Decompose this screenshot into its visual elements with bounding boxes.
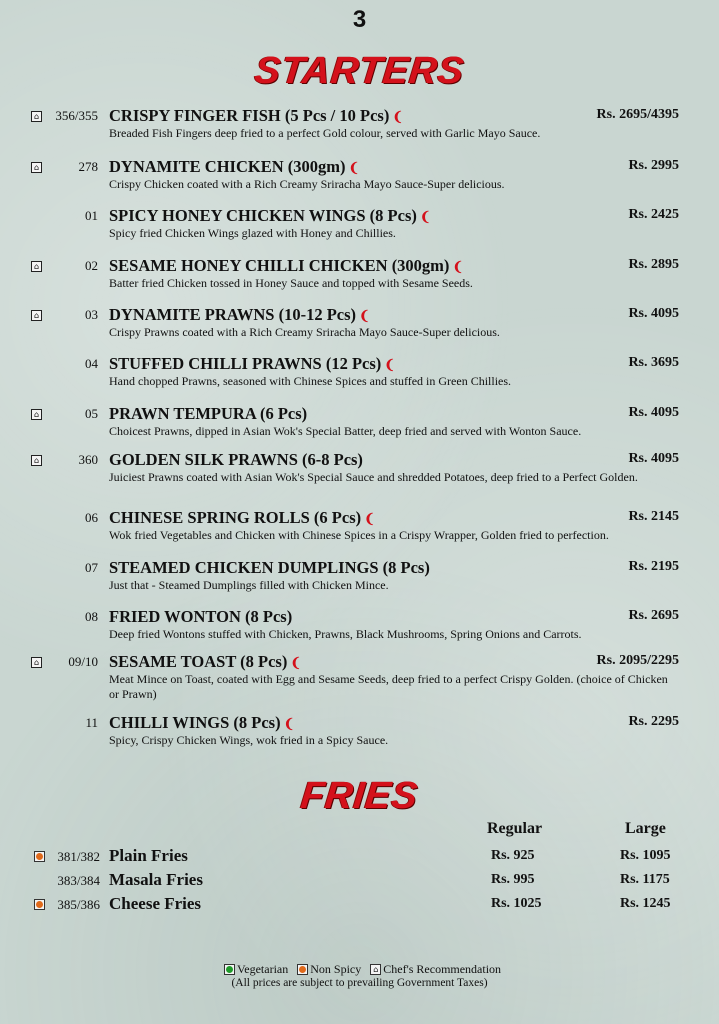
item-code: 360 [78, 452, 98, 467]
item-description: Spicy, Crispy Chicken Wings, wok fried in a Spicy Sauce. [109, 733, 389, 747]
fries-col-regular: Regular [487, 820, 543, 837]
chilli-icon: ❨ [419, 209, 431, 224]
item-price: Rs. 2895 [628, 257, 679, 272]
item-name [109, 652, 301, 672]
fries-price-large: Rs. 1175 [620, 872, 670, 887]
item-description: Juiciest Prawns coated with Asian Wok's Special Sauce and shredded Potatoes, deep fried to a Perfect Golden. [109, 470, 638, 484]
legend-non-spicy: Non Spicy [310, 961, 362, 976]
fries-code: 383/384 [57, 873, 100, 888]
fries-name: Cheese Fries [109, 894, 202, 913]
fries-heading: FRIES [298, 775, 421, 817]
item-name-text: PRAWN TEMPURA (6 Pcs) [109, 404, 308, 423]
item-name [109, 354, 395, 374]
vegetarian-icon [224, 964, 235, 975]
chilli-icon: ❨ [452, 259, 464, 274]
item-code: 08 [85, 609, 98, 624]
item-name-text: STUFFED CHILLI PRAWNS (12 Pcs) [109, 354, 382, 373]
fries-code: 381/382 [57, 849, 100, 864]
item-code: 03 [85, 307, 98, 322]
item-price: Rs. 2095/2295 [596, 653, 679, 668]
item-name [109, 508, 375, 528]
chilli-icon: ❨ [348, 160, 360, 175]
non-spicy-icon [34, 899, 45, 910]
item-name [109, 607, 292, 627]
item-price: Rs. 2195 [628, 559, 679, 574]
item-price: Rs. 2695 [628, 608, 679, 623]
item-description: Wok fried Vegetables and Chicken with Chinese Spices in a Crispy Wrapper, Golden fried to perfection. [109, 528, 609, 542]
item-code: 278 [78, 159, 98, 174]
item-price: Rs. 2145 [628, 509, 679, 524]
non-spicy-icon [297, 964, 308, 975]
tax-note: (All prices are subject to prevailing Government Taxes) [231, 977, 488, 989]
item-code: 06 [85, 510, 98, 525]
fries-price-large: Rs. 1245 [620, 896, 671, 911]
item-description: Crispy Chicken coated with a Rich Creamy Sriracha Mayo Sauce-Super delicious. [109, 177, 505, 191]
item-name-text: GOLDEN SILK PRAWNS (6-8 Pcs) [109, 450, 363, 469]
item-name-text: CHINESE SPRING ROLLS (6 Pcs) [109, 508, 362, 527]
non-spicy-icon [34, 851, 45, 862]
item-description: Choicest Prawns, dipped in Asian Wok's Special Batter, deep fried and served with Wonton Sauce. [109, 424, 582, 438]
chilli-icon: ❨ [290, 655, 302, 670]
item-name [109, 305, 370, 325]
item-name-text: CRISPY FINGER FISH (5 Pcs / 10 Pcs) [109, 106, 390, 125]
starters-heading: STARTERS [252, 50, 467, 92]
chef-recommendation-icon [31, 657, 42, 668]
item-name-text: STEAMED CHICKEN DUMPLINGS (8 Pcs) [109, 558, 430, 577]
item-code: 04 [85, 356, 98, 371]
item-name [109, 106, 403, 126]
page-number: 3 [352, 6, 367, 33]
chef-recommendation-icon [31, 310, 42, 321]
chef-recommendation-icon [31, 409, 42, 420]
fries-row [0, 894, 719, 916]
item-description: Deep fried Wontons stuffed with Chicken, Prawns, Black Mushrooms, Spring Onions and Carrots. [109, 627, 582, 641]
item-price: Rs. 2295 [628, 714, 679, 729]
chilli-icon: ❨ [392, 109, 404, 124]
item-price: Rs. 4095 [628, 451, 679, 466]
fries-name: Masala Fries [109, 870, 203, 889]
item-description: Crispy Prawns coated with a Rich Creamy Sriracha Mayo Sauce-Super delicious. [109, 325, 500, 339]
item-code: 05 [85, 406, 98, 421]
item-name-text: SPICY HONEY CHICKEN WINGS (8 Pcs) [109, 206, 417, 225]
item-code: 02 [85, 258, 98, 273]
item-price: Rs. 4095 [628, 405, 679, 420]
chef-recommendation-icon [31, 111, 42, 122]
legend-vegetarian: Vegetarian [236, 961, 289, 976]
fries-name: Plain Fries [109, 846, 188, 865]
fries-code: 385/386 [57, 897, 100, 912]
chilli-icon: ❨ [283, 716, 295, 731]
item-name [109, 256, 463, 276]
item-name [109, 206, 431, 226]
item-description: Spicy fried Chicken Wings glazed with Honey and Chillies. [109, 226, 396, 240]
chef-recommendation-icon [31, 455, 42, 466]
chilli-icon: ❨ [384, 357, 396, 372]
item-name [109, 404, 307, 424]
fries-row [0, 846, 719, 868]
item-name-text: DYNAMITE CHICKEN (300gm) [109, 157, 346, 176]
item-name-text: SESAME HONEY CHILLI CHICKEN (300gm) [109, 256, 450, 275]
item-name-text: FRIED WONTON (8 Pcs) [109, 607, 293, 626]
item-name [109, 558, 430, 578]
item-description: Breaded Fish Fingers deep fried to a perfect Gold colour, served with Garlic Mayo Sauce. [109, 126, 541, 140]
item-code: 356/355 [55, 108, 98, 123]
item-name [109, 450, 363, 470]
item-price: Rs. 2425 [628, 207, 679, 222]
chef-recommendation-icon [370, 964, 381, 975]
item-name [109, 157, 359, 177]
item-description: Just that - Steamed Dumplings filled with Chicken Mince. [109, 578, 389, 592]
item-price: Rs. 4095 [628, 306, 679, 321]
fries-col-large: Large [625, 820, 666, 837]
item-name-text: SESAME TOAST (8 Pcs) [109, 652, 288, 671]
item-name-text: DYNAMITE PRAWNS (10-12 Pcs) [109, 305, 357, 324]
chilli-icon: ❨ [364, 511, 376, 526]
item-name [109, 713, 295, 733]
item-name-text: CHILLI WINGS (8 Pcs) [109, 713, 281, 732]
item-description: Hand chopped Prawns, seasoned with Chinese Spices and stuffed in Green Chillies. [109, 374, 512, 388]
fries-price-large: Rs. 1095 [620, 848, 671, 863]
item-price: Rs. 2995 [628, 158, 679, 173]
fries-price-regular: Rs. 925 [491, 848, 535, 863]
chef-recommendation-icon [31, 162, 42, 173]
item-code: 09/10 [68, 654, 98, 669]
item-price: Rs. 3695 [628, 355, 679, 370]
chef-recommendation-icon [31, 261, 42, 272]
fries-price-regular: Rs. 995 [491, 872, 535, 887]
legend-chef: Chef's Recommendation [383, 961, 502, 976]
fries-row [0, 870, 719, 892]
fries-price-regular: Rs. 1025 [491, 896, 542, 911]
item-code: 01 [85, 208, 98, 223]
legend [0, 961, 719, 977]
item-description: Batter fried Chicken tossed in Honey Sauce and topped with Sesame Seeds. [109, 276, 473, 290]
item-code: 07 [85, 560, 98, 575]
chilli-icon: ❨ [359, 308, 370, 323]
item-code: 11 [85, 715, 98, 730]
item-description: Meat Mince on Toast, coated with Egg and Sesame Seeds, deep fried to a perfect Crispy Golden. (choice of Chicken or Prawn) [109, 672, 668, 701]
item-price: Rs. 2695/4395 [596, 107, 679, 122]
